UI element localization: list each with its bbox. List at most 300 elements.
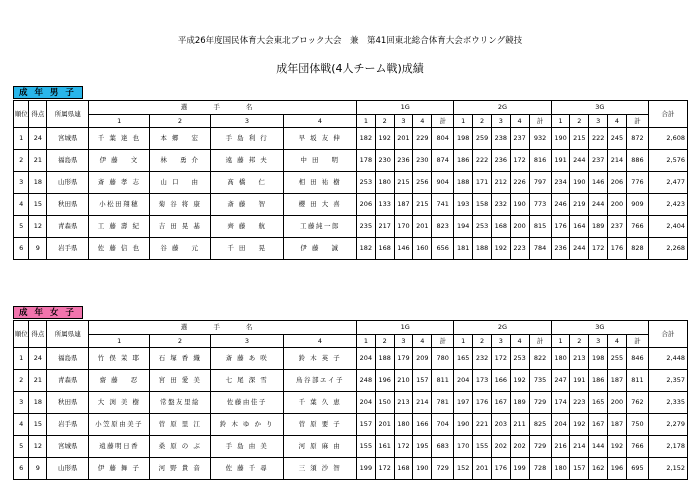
player-name-cell: 伊 藤 誠 [283, 238, 356, 260]
prefecture-cell: 秋田県 [47, 194, 89, 216]
player-number-header: 3 [491, 115, 510, 128]
player-number-header: 4 [283, 115, 356, 128]
score-cell: 189 [510, 392, 529, 414]
player-name-cell: 工 藤 壽 紀 [89, 216, 150, 238]
score-cell: 195 [413, 436, 432, 458]
player-number-header: 4 [413, 115, 432, 128]
game2-header: 2G [454, 321, 551, 335]
total-cell: 2,423 [649, 194, 688, 216]
score-cell: 189 [589, 216, 608, 238]
game3-header: 3G [551, 101, 648, 115]
player-name-cell: 遠 藤 邦 夫 [210, 150, 283, 172]
score-cell: 191 [570, 370, 589, 392]
points-header: 得点 [29, 101, 47, 128]
player-name-cell: 三 須 沙 智 [283, 458, 356, 480]
score-cell: 244 [570, 150, 589, 172]
player-name-cell: 伊 藤 舞 子 [89, 458, 150, 480]
player-number-header: 3 [589, 335, 608, 348]
total-cell: 2,404 [649, 216, 688, 238]
score-cell: 190 [454, 414, 473, 436]
points-cell: 9 [29, 238, 47, 260]
score-cell: 176 [473, 392, 492, 414]
player-number-header: 2 [375, 335, 394, 348]
score-cell: 244 [570, 238, 589, 260]
game-subtotal-cell: 822 [529, 348, 551, 370]
points-cell: 12 [29, 216, 47, 238]
score-cell: 248 [356, 370, 375, 392]
game2-header: 2G [454, 101, 551, 115]
player-name-cell: 手 島 利 行 [210, 128, 283, 150]
score-cell: 235 [356, 216, 375, 238]
score-cell: 217 [375, 216, 394, 238]
score-cell: 253 [473, 216, 492, 238]
header-row [14, 321, 688, 335]
score-cell: 247 [551, 370, 570, 392]
table-row [14, 238, 688, 260]
score-cell: 182 [356, 238, 375, 260]
rank-cell: 2 [14, 370, 29, 392]
points-cell: 18 [29, 392, 47, 414]
score-cell: 182 [356, 128, 375, 150]
score-cell: 212 [491, 172, 510, 194]
score-cell: 219 [570, 194, 589, 216]
score-cell: 180 [375, 172, 394, 194]
score-cell: 201 [394, 128, 413, 150]
total-header: 合計 [649, 321, 688, 348]
game-subtotal-cell: 766 [626, 436, 648, 458]
table-row [14, 348, 688, 370]
player-number-header: 3 [394, 115, 413, 128]
game-subtotal-cell: 773 [529, 194, 551, 216]
score-cell: 229 [413, 128, 432, 150]
player-name-cell: 髙 橋 仁 [210, 172, 283, 194]
player-number-header: 1 [89, 335, 150, 348]
score-cell: 172 [510, 150, 529, 172]
score-cell: 157 [356, 414, 375, 436]
game-subtotal-cell: 909 [626, 194, 648, 216]
score-cell: 237 [589, 150, 608, 172]
rank-header: 順位 [14, 321, 29, 348]
results-table-women [13, 320, 688, 480]
player-name-cell: 齋 藤 忍 [89, 370, 150, 392]
table-row [14, 370, 688, 392]
player-name-cell: 佐 藤 信 也 [89, 238, 150, 260]
score-cell: 213 [394, 392, 413, 414]
rank-cell: 1 [14, 128, 29, 150]
player-name-cell: 山 口 由 [150, 172, 211, 194]
game-subtotal-cell: 886 [626, 150, 648, 172]
total-cell: 2,268 [649, 238, 688, 260]
score-cell: 198 [589, 348, 608, 370]
player-number-header: 4 [413, 335, 432, 348]
game-subtotal-cell: 797 [529, 172, 551, 194]
score-cell: 192 [608, 436, 627, 458]
player-name-cell: 鈴 木 ゆ か り [210, 414, 283, 436]
prefecture-cell: 秋田県 [47, 392, 89, 414]
score-cell: 222 [589, 128, 608, 150]
game-subtotal-cell: 766 [626, 216, 648, 238]
score-cell: 190 [510, 194, 529, 216]
score-cell: 192 [510, 370, 529, 392]
subtotal-header: 計 [626, 335, 648, 348]
prefecture-cell: 山形県 [47, 172, 89, 194]
player-number-header: 1 [356, 335, 375, 348]
table-row [14, 216, 688, 238]
score-cell: 171 [473, 172, 492, 194]
players-header: 選 手 名 [89, 321, 357, 335]
results-title: 成年団体戦(4人チーム戦)成績 [276, 62, 424, 75]
score-cell: 255 [608, 348, 627, 370]
score-cell: 192 [570, 414, 589, 436]
score-cell: 206 [608, 172, 627, 194]
score-cell: 204 [551, 414, 570, 436]
prefecture-header: 所属県連 [47, 101, 89, 128]
player-number-header: 4 [510, 115, 529, 128]
game1-header: 1G [356, 321, 453, 335]
score-cell: 236 [491, 150, 510, 172]
player-number-header: 3 [589, 115, 608, 128]
table-row [14, 414, 688, 436]
game-subtotal-cell: 750 [626, 414, 648, 436]
score-cell: 204 [356, 348, 375, 370]
score-cell: 196 [608, 458, 627, 480]
score-cell: 152 [454, 458, 473, 480]
game-subtotal-cell: 704 [432, 414, 454, 436]
rank-cell: 4 [14, 414, 29, 436]
rank-cell: 5 [14, 436, 29, 458]
score-cell: 157 [413, 370, 432, 392]
player-number-header: 2 [375, 115, 394, 128]
game-subtotal-cell: 729 [529, 436, 551, 458]
score-cell: 199 [510, 458, 529, 480]
score-cell: 226 [510, 172, 529, 194]
points-cell: 15 [29, 194, 47, 216]
rank-cell: 3 [14, 172, 29, 194]
score-cell: 167 [491, 392, 510, 414]
player-name-cell: 千 葉 久 恵 [283, 392, 356, 414]
score-cell: 170 [394, 216, 413, 238]
score-cell: 179 [394, 348, 413, 370]
points-cell: 21 [29, 150, 47, 172]
player-name-cell: 七 尾 深 雪 [210, 370, 283, 392]
player-number-header: 2 [473, 335, 492, 348]
subtotal-header: 計 [432, 115, 454, 128]
player-name-cell: 本 郷 宏 [150, 128, 211, 150]
rank-cell: 4 [14, 194, 29, 216]
score-cell: 181 [454, 238, 473, 260]
score-cell: 176 [608, 238, 627, 260]
player-name-cell: 工藤純一郎 [283, 216, 356, 238]
player-number-header: 4 [510, 335, 529, 348]
player-name-cell: 菊 谷 将 康 [150, 194, 211, 216]
prefecture-cell: 福島県 [47, 150, 89, 172]
total-cell: 2,477 [649, 172, 688, 194]
game-subtotal-cell: 784 [529, 238, 551, 260]
subheader-row [14, 335, 688, 348]
event-title: 平成26年度国民体育大会東北ブロック大会 兼 第41回東北総合体育大会ボウリング競技 [177, 36, 523, 46]
player-name-cell: 齊 藤 航 [210, 216, 283, 238]
player-name-cell: 小松田翔穂 [89, 194, 150, 216]
player-name-cell: 千 田 晃 [210, 238, 283, 260]
game-subtotal-cell: 728 [529, 458, 551, 480]
player-name-cell: 常盤友里絵 [150, 392, 211, 414]
game-subtotal-cell: 729 [432, 458, 454, 480]
score-cell: 178 [356, 150, 375, 172]
player-name-cell: 小笠原由美子 [89, 414, 150, 436]
rank-cell: 3 [14, 392, 29, 414]
table-row [14, 150, 688, 172]
score-cell: 221 [473, 414, 492, 436]
score-cell: 190 [413, 458, 432, 480]
score-cell: 202 [510, 436, 529, 458]
score-cell: 186 [589, 370, 608, 392]
game-subtotal-cell: 683 [432, 436, 454, 458]
prefecture-cell: 宮城県 [47, 128, 89, 150]
total-cell: 2,357 [649, 370, 688, 392]
player-name-cell: 早 坂 友 伸 [283, 128, 356, 150]
game-subtotal-cell: 872 [626, 128, 648, 150]
score-cell: 256 [413, 172, 432, 194]
score-cell: 168 [375, 238, 394, 260]
score-cell: 133 [375, 194, 394, 216]
game-subtotal-cell: 816 [529, 150, 551, 172]
player-name-cell: 遠藤明日香 [89, 436, 150, 458]
player-name-cell: 鈴 木 英 子 [283, 348, 356, 370]
game-subtotal-cell: 828 [626, 238, 648, 260]
score-cell: 176 [491, 458, 510, 480]
score-cell: 180 [551, 348, 570, 370]
score-cell: 216 [551, 436, 570, 458]
score-cell: 245 [608, 128, 627, 150]
score-cell: 168 [394, 458, 413, 480]
total-cell: 2,152 [649, 458, 688, 480]
score-cell: 155 [473, 436, 492, 458]
prefecture-cell: 岩手県 [47, 238, 89, 260]
subheader-row [14, 115, 688, 128]
total-cell: 2,448 [649, 348, 688, 370]
score-cell: 146 [394, 238, 413, 260]
results-table-men [13, 100, 688, 260]
player-name-cell: 林 勇 介 [150, 150, 211, 172]
score-cell: 157 [570, 458, 589, 480]
subtotal-header: 計 [529, 335, 551, 348]
rank-cell: 5 [14, 216, 29, 238]
game-subtotal-cell: 815 [529, 216, 551, 238]
points-header: 得点 [29, 321, 47, 348]
prefecture-cell: 岩手県 [47, 414, 89, 436]
score-cell: 155 [356, 436, 375, 458]
score-cell: 188 [454, 172, 473, 194]
points-cell: 24 [29, 128, 47, 150]
player-number-header: 1 [551, 335, 570, 348]
score-cell: 187 [394, 194, 413, 216]
total-cell: 2,178 [649, 436, 688, 458]
score-cell: 253 [510, 348, 529, 370]
player-name-cell: 斎 藤 智 [210, 194, 283, 216]
score-cell: 203 [491, 414, 510, 436]
player-name-cell: 中 田 明 [283, 150, 356, 172]
points-cell: 12 [29, 436, 47, 458]
player-number-header: 1 [356, 115, 375, 128]
total-cell: 2,576 [649, 150, 688, 172]
game-subtotal-cell: 656 [432, 238, 454, 260]
game-subtotal-cell: 804 [432, 128, 454, 150]
table-row [14, 128, 688, 150]
score-cell: 211 [510, 414, 529, 436]
player-number-header: 4 [608, 335, 627, 348]
score-cell: 236 [551, 238, 570, 260]
score-cell: 146 [589, 172, 608, 194]
game-subtotal-cell: 904 [432, 172, 454, 194]
score-cell: 196 [375, 370, 394, 392]
game3-header: 3G [551, 321, 648, 335]
player-number-header: 2 [570, 115, 589, 128]
section-badge-men: 成 年 男 子 [13, 86, 83, 99]
game1-header: 1G [356, 101, 453, 115]
total-cell: 2,279 [649, 414, 688, 436]
players-header: 選 手 名 [89, 101, 357, 115]
player-name-cell: 谷 藤 元 [150, 238, 211, 260]
player-name-cell: 宮 田 愛 美 [150, 370, 211, 392]
prefecture-cell: 宮城県 [47, 436, 89, 458]
game-subtotal-cell: 932 [529, 128, 551, 150]
player-name-cell: 櫻 田 大 喜 [283, 194, 356, 216]
subtotal-header: 計 [529, 115, 551, 128]
score-cell: 214 [608, 150, 627, 172]
player-name-cell: 石 塚 香 織 [150, 348, 211, 370]
player-name-cell: 佐 藤 千 尋 [210, 458, 283, 480]
score-cell: 166 [491, 370, 510, 392]
player-number-header: 1 [454, 115, 473, 128]
score-cell: 165 [454, 348, 473, 370]
score-cell: 214 [570, 436, 589, 458]
score-cell: 244 [589, 194, 608, 216]
score-cell: 167 [589, 414, 608, 436]
rank-header: 順位 [14, 101, 29, 128]
score-cell: 188 [375, 348, 394, 370]
player-name-cell: 河 野 貴 音 [150, 458, 211, 480]
player-name-cell: 斎 藤 あ 咲 [210, 348, 283, 370]
header-row [14, 101, 688, 115]
prefecture-header: 所属県連 [47, 321, 89, 348]
score-cell: 237 [510, 128, 529, 150]
score-cell: 193 [454, 194, 473, 216]
score-cell: 236 [394, 150, 413, 172]
table-row [14, 458, 688, 480]
player-name-cell: 竹 俣 茉 耶 [89, 348, 150, 370]
score-cell: 172 [589, 238, 608, 260]
score-cell: 230 [375, 150, 394, 172]
score-cell: 172 [394, 436, 413, 458]
prefecture-cell: 青森県 [47, 216, 89, 238]
game-subtotal-cell: 811 [432, 370, 454, 392]
rank-cell: 1 [14, 348, 29, 370]
subtotal-header: 計 [626, 115, 648, 128]
score-cell: 190 [570, 172, 589, 194]
player-name-cell: 鳥谷部エイ子 [283, 370, 356, 392]
player-number-header: 4 [283, 335, 356, 348]
points-cell: 9 [29, 458, 47, 480]
score-cell: 172 [491, 348, 510, 370]
score-cell: 200 [608, 194, 627, 216]
game-subtotal-cell: 762 [626, 392, 648, 414]
player-number-header: 1 [454, 335, 473, 348]
score-cell: 197 [454, 392, 473, 414]
score-cell: 204 [454, 370, 473, 392]
player-name-cell: 大 渕 美 樹 [89, 392, 150, 414]
score-cell: 246 [551, 194, 570, 216]
score-cell: 170 [454, 436, 473, 458]
game-subtotal-cell: 776 [626, 172, 648, 194]
score-cell: 173 [473, 370, 492, 392]
score-cell: 201 [473, 458, 492, 480]
score-cell: 214 [413, 392, 432, 414]
player-number-header: 2 [150, 335, 211, 348]
rank-cell: 6 [14, 238, 29, 260]
player-number-header: 2 [570, 335, 589, 348]
section-badge-women: 成 年 女 子 [13, 306, 83, 319]
player-name-cell: 千 葉 達 也 [89, 128, 150, 150]
game-subtotal-cell: 729 [529, 392, 551, 414]
player-name-cell: 菅 原 里 江 [150, 414, 211, 436]
player-number-header: 3 [210, 115, 283, 128]
player-number-header: 3 [491, 335, 510, 348]
game-subtotal-cell: 695 [626, 458, 648, 480]
total-cell: 2,335 [649, 392, 688, 414]
score-cell: 209 [413, 348, 432, 370]
player-number-header: 1 [89, 115, 150, 128]
table-row [14, 436, 688, 458]
player-name-cell: 手 島 由 美 [210, 436, 283, 458]
score-cell: 200 [608, 392, 627, 414]
game-subtotal-cell: 874 [432, 150, 454, 172]
score-cell: 213 [570, 348, 589, 370]
prefecture-cell: 青森県 [47, 370, 89, 392]
player-number-header: 4 [608, 115, 627, 128]
score-cell: 201 [413, 216, 432, 238]
score-cell: 230 [413, 150, 432, 172]
score-cell: 204 [356, 392, 375, 414]
score-cell: 187 [608, 414, 627, 436]
score-cell: 162 [589, 458, 608, 480]
player-name-cell: 相 田 祐 樹 [283, 172, 356, 194]
score-cell: 259 [473, 128, 492, 150]
prefecture-cell: 山形県 [47, 458, 89, 480]
score-cell: 232 [491, 194, 510, 216]
player-name-cell: 佐藤由佳子 [210, 392, 283, 414]
game-subtotal-cell: 741 [432, 194, 454, 216]
score-cell: 172 [375, 458, 394, 480]
score-cell: 194 [454, 216, 473, 238]
score-cell: 234 [551, 172, 570, 194]
player-name-cell: 伊 藤 文 [89, 150, 150, 172]
score-cell: 206 [356, 194, 375, 216]
total-header: 合計 [649, 101, 688, 128]
score-cell: 165 [589, 392, 608, 414]
score-cell: 186 [454, 150, 473, 172]
player-number-header: 2 [473, 115, 492, 128]
score-cell: 180 [394, 414, 413, 436]
subtotal-header: 計 [432, 335, 454, 348]
score-cell: 232 [473, 348, 492, 370]
score-cell: 222 [473, 150, 492, 172]
score-cell: 202 [491, 436, 510, 458]
player-number-header: 1 [551, 115, 570, 128]
score-cell: 190 [551, 128, 570, 150]
score-cell: 215 [394, 172, 413, 194]
score-cell: 192 [491, 238, 510, 260]
score-cell: 215 [413, 194, 432, 216]
